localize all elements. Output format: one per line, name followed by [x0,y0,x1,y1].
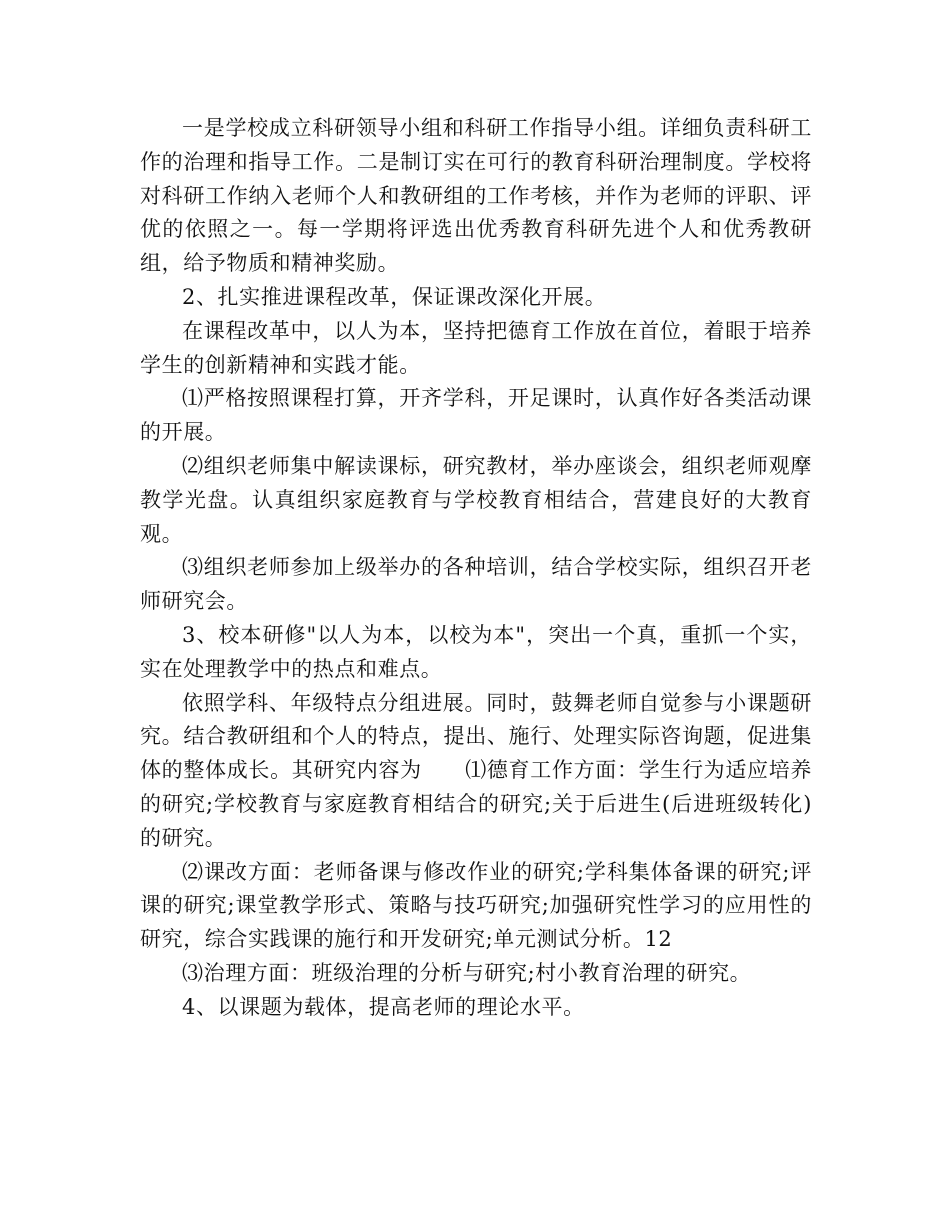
paragraph-research-groups: 依照学科、年级特点分组进展。同时，鼓舞老师自觉参与小课题研究。结合教研组和个人的特点，提出、施行、处理实际咨询题，促进集体的整体成长。其研究内容为 ⑴德育工作方面：学生行为适应培养的研究;学校教育与家庭教育相结合的研究;关于后进生(后进班级转化)的研究。 [140,690,812,850]
heading-curriculum-reform: 2、扎实推进课程改革，保证课改深化开展。 [182,284,607,309]
document-page [140,112,812,1025]
list-item-2: ⑵组织老师集中解读课标，研究教材，举办座谈会，组织老师观摩教学光盘。认真组织家庭教育与学校教育相结合，营建良好的大教育观。 [140,453,812,546]
list-item-3: ⑶组织老师参加上级举办的各种培训，结合学校实际，组织召开老师研究会。 [140,555,812,614]
list-item-1: ⑴严格按照课程打算，开齐学科，开足课时，认真作好各类活动课的开展。 [140,386,812,445]
heading-research-topics: 4、以课题为载体，提高老师的理论水平。 [182,994,585,1019]
list-item-curriculum-research: ⑵课改方面：老师备课与修改作业的研究;学科集体备课的研究;评课的研究;课堂教学形式、策略与技巧研究;加强研究性学习的应用性的研究，综合实践课的施行和开发研究;单元测试分析。12 [140,859,812,952]
list-item-management-research: ⑶治理方面：班级治理的分析与研究;村小教育治理的研究。 [182,960,752,985]
paragraph-research-organization: 一是学校成立科研领导小组和科研工作指导小组。详细负责科研工作的治理和指导工作。二是制订实在可行的教育科研治理制度。学校将对科研工作纳入老师个人和教研组的工作考核，并作为老师的评职、评优的依照之一。每一学期将评选出优秀教育科研先进个人和优秀教研组，给予物质和精神奖励。 [140,116,812,276]
heading-school-based-training: 3、校本研修"以人为本，以校为本"，突出一个真，重抓一个实，实在处理教学中的热点和难点。 [140,622,812,681]
paragraph-curriculum-reform: 在课程改革中，以人为本，坚持把德育工作放在首位，着眼于培养学生的创新精神和实践才能。 [140,318,812,377]
